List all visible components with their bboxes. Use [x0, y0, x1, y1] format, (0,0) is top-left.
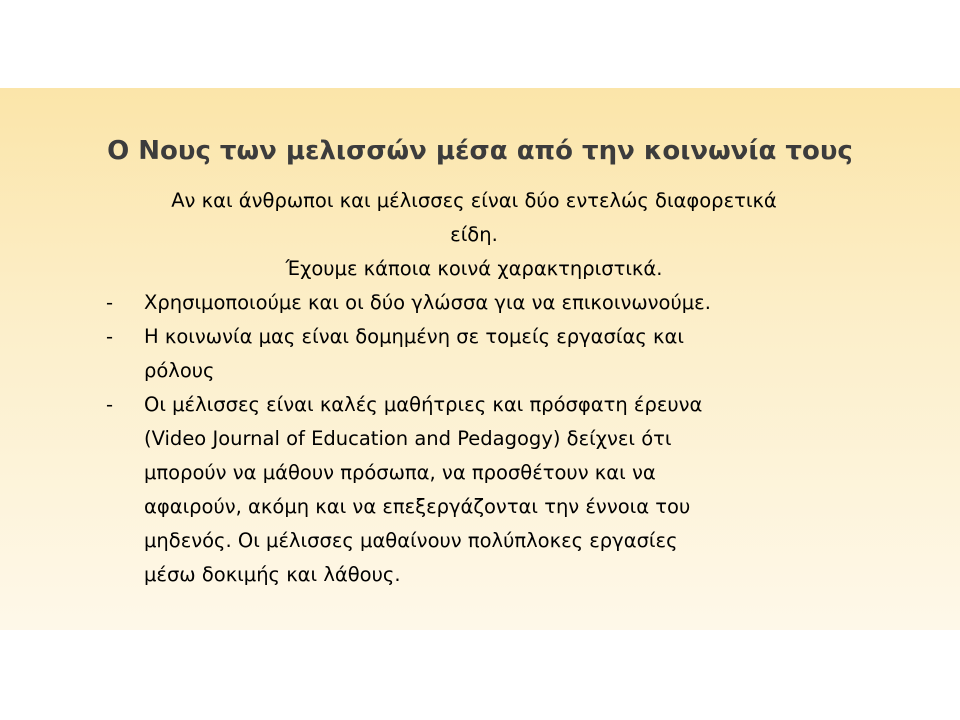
bullet-line: μπορούν να μάθουν πρόσωπα, να προσθέτουν και να [144, 461, 656, 484]
slide-content [106, 184, 866, 592]
bullet-line: Χρησιμοποιούμε και οι δύο γλώσσα για να επικοινωνούμε. [144, 291, 711, 314]
intro-line: Αν και άνθρωποι και μέλισσες είναι δύο εντελώς διαφορετικά [171, 189, 777, 212]
bullet-list [106, 286, 866, 592]
bullet-item [106, 286, 866, 320]
bullet-line: μέσω δοκιμής και λάθους. [144, 563, 401, 586]
intro-line: Έχουμε κάποια κοινά χαρακτηριστικά. [285, 257, 663, 280]
bullet-line: αφαιρούν, ακόμη και να επεξεργάζονται την έννοια του [144, 495, 691, 518]
bullet-line: ρόλους [144, 359, 215, 382]
bullet-marker: - [106, 393, 114, 416]
bullet-item [106, 320, 866, 388]
bullet-line: (Video Journal of Education and Pedagogy) δείχνει ότι [144, 427, 672, 450]
intro-line: είδη. [450, 223, 498, 246]
bullet-line: Η κοινωνία μας είναι δομημένη σε τομείς εργασίας και [144, 325, 684, 348]
slide-title: Ο Νους των μελισσών μέσα από την κοινωνία τους [107, 136, 853, 166]
intro-text [106, 184, 842, 286]
bullet-line: μηδενός. Οι μέλισσες μαθαίνουν πολύπλοκες εργασίες [144, 529, 678, 552]
bullet-marker: - [106, 291, 114, 314]
bullet-item [106, 388, 866, 592]
bullet-line: Οι μέλισσες είναι καλές μαθήτριες και πρόσφατη έρευνα [144, 393, 703, 416]
bullet-marker: - [106, 325, 114, 348]
